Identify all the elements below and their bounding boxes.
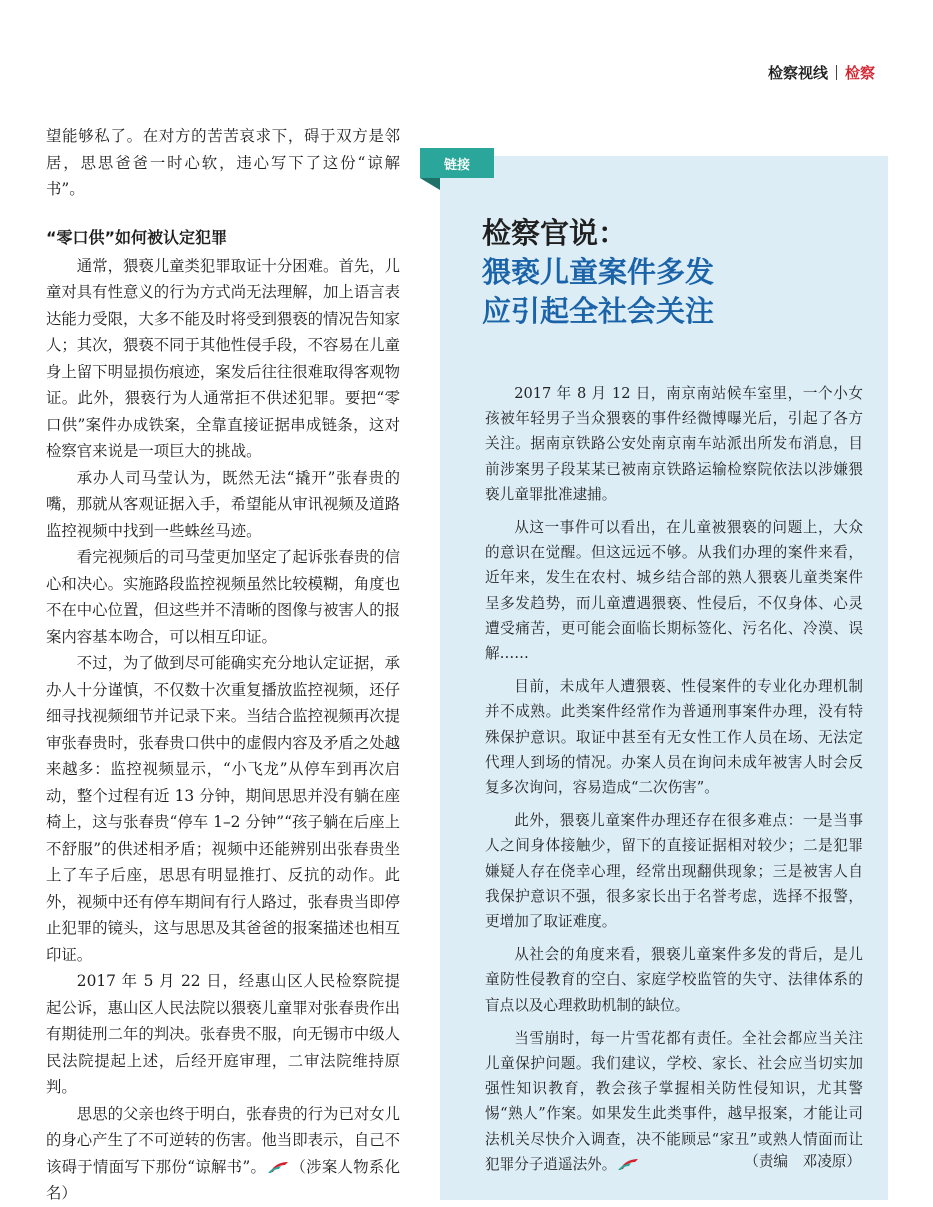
paragraph-text: 思思的父亲也终于明白，张春贵的行为已对女儿的身心产生了不可逆转的伤害。他当即表示，自己不该碍于情面写下那份“谅解书”。 (46, 1104, 401, 1176)
paragraph (46, 1101, 400, 1207)
sidebar-paragraph: 从这一事件可以看出，在儿童被猥亵的问题上，大众的意识在觉醒。但这远远不够。从我们办理的案件来看，近年来，发生在农村、城乡结合部的熟人猥亵儿童类案件呈多发趋势，而儿童遭遇猥亵、性侵后，不仅身体、心灵遭受痛苦，更可能会面临长期标签化、污名化、冷漠、误解…… (485, 519, 863, 663)
name-note: （涉案人物系化名） (46, 1157, 400, 1202)
section-heading: “零口供”如何被认定犯罪 (46, 227, 228, 247)
end-mark-icon (266, 1160, 290, 1174)
sidebar-title-line: 检察官说： (482, 216, 628, 250)
end-mark-icon (616, 1157, 640, 1171)
sidebar-paragraph: 此外，猥亵儿童案件办理还存在很多难点：一是当事人之间身体接触少，留下的直接证据相对较少；二是犯罪嫌疑人存在侥幸心理，经常出现翻供现象；三是被害人自我保护意识不强，很多家长出于名誉考虑，选择不报警，更增加了取证难度。 (485, 812, 863, 931)
sidebar-title-line: 猥亵儿童案件多发 (482, 255, 715, 289)
paragraph: 承办人司马莹认为，既然无法“撬开”张春贵的嘴，那就从客观证据入手，希望能从审讯视频及道路监控视频中找到一些蛛丝马迹。 (46, 468, 400, 540)
link-tab: 链接 (420, 148, 494, 178)
magazine-brand: 检察 (844, 64, 875, 82)
sidebar-paragraph: 2017 年 8 月 12 日，南京南站候车室里，一个小女孩被年轻男子当众猥亵的事件经微博曝光后，引起了各方关注。据南京铁路公安处南京南车站派出所发布消息，目前涉案男子段某某已被南京铁路运输检察院依法以涉嫌猥亵儿童罪批准逮捕。 (485, 385, 863, 503)
paragraph: 看完视频后的司马莹更加坚定了起诉张春贵的信心和决心。实施路段监控视频虽然比较模糊，角度也不在中心位置，但这些并不清晰的图像与被害人的报案内容基本吻合，可以相互印证。 (46, 548, 401, 646)
paragraph: 2017 年 5 月 22 日，经惠山区人民检察院提起公诉，惠山区人民法院以猥亵儿童罪对张春贵作出有期徒刑二年的判决。张春贵不服，向无锡市中级人民法院提起上述，后经开庭审理，二审法院维持原判。 (46, 972, 400, 1096)
editor-credit: （责编 邓凌原） (744, 1153, 861, 1170)
main-article-column (46, 123, 400, 1207)
sidebar-body (485, 381, 863, 1185)
header-divider (836, 65, 837, 80)
paragraph: 望能够私了。在对方的苦苦哀求下，碍于双方是邻居，思思爸爸一时心软，违心写下了这份“谅解书”。 (46, 127, 400, 198)
sidebar-paragraph: 从社会的角度来看，猥亵儿童案件多发的背后，是儿童防性侵教育的空白、家庭学校监管的失守、法律体系的盲点以及心理救助机制的缺位。 (485, 946, 863, 1014)
running-header (768, 62, 875, 83)
sidebar-paragraph-text: 当雪崩时，每一片雪花都有责任。全社会都应当关注儿童保护问题。我们建议，学校、家长、社会应当切实加强性知识教育，教会孩子掌握相关防性侵知识，尤其警惕“熟人”作案。如果发生此类事件，越早报案，才能让司法机关尽快介入调查，决不能顾忌“家丑”或熟人情面而让犯罪分子逍遥法外。 (485, 1029, 863, 1173)
sidebar-title-line: 应引起全社会关注 (482, 294, 715, 328)
section-name: 检察视线 (767, 64, 828, 82)
tab-fold (420, 178, 440, 190)
paragraph: 通常，猥亵儿童类犯罪取证十分困难。首先，儿童对具有性意义的行为方式尚无法理解，加上语言表达能力受限，大多不能及时将受到猥亵的情况告知家人；其次，猥亵不同于其他性侵手段，不容易在儿童身上留下明显损伤痕迹，案发后往往很难取得客观物证。此外，猥亵行为人通常拒不供述犯罪。要把“零口供”案件办成铁案，全靠直接证据串成链条，这对检察官来说是一项巨大的挑战。 (46, 256, 401, 460)
sidebar-paragraph: 目前，未成年人遭猥亵、性侵案件的专业化办理机制并不成熟。此类案件经常作为普通刑事案件办理，没有特殊保护意识。取证中甚至有无女性工作人员在场、无法定代理人到场的情况。办案人员在询问未成年被害人时会反复多次询问，容易造成“二次伤害”。 (485, 678, 863, 797)
paragraph: 不过，为了做到尽可能确实充分地认定证据，承办人十分谨慎，不仅数十次重复播放监控视频，还仔细寻找视频细节并记录下来。当结合监控视频再次提审张春贵时，张春贵口供中的虚假内容及矛盾之处越来越多：监控视频显示，“小飞龙”从停车到再次启动，整个过程有近 13 分钟，期间思思并没有躺在座椅上，这与张春贵“停车 1–2 分钟”“孩子躺在后座上不舒服”的供述相矛盾；视频中还能辨别出张春贵坐上了车子后座，思思有明显推打、反抗的动作。此外，视频中还有停车期间有行人路过，张春贵当即停止犯罪的镜头，这与思思及其爸爸的报案描述也相互印证。 (46, 654, 401, 964)
sidebar-title (482, 214, 872, 331)
